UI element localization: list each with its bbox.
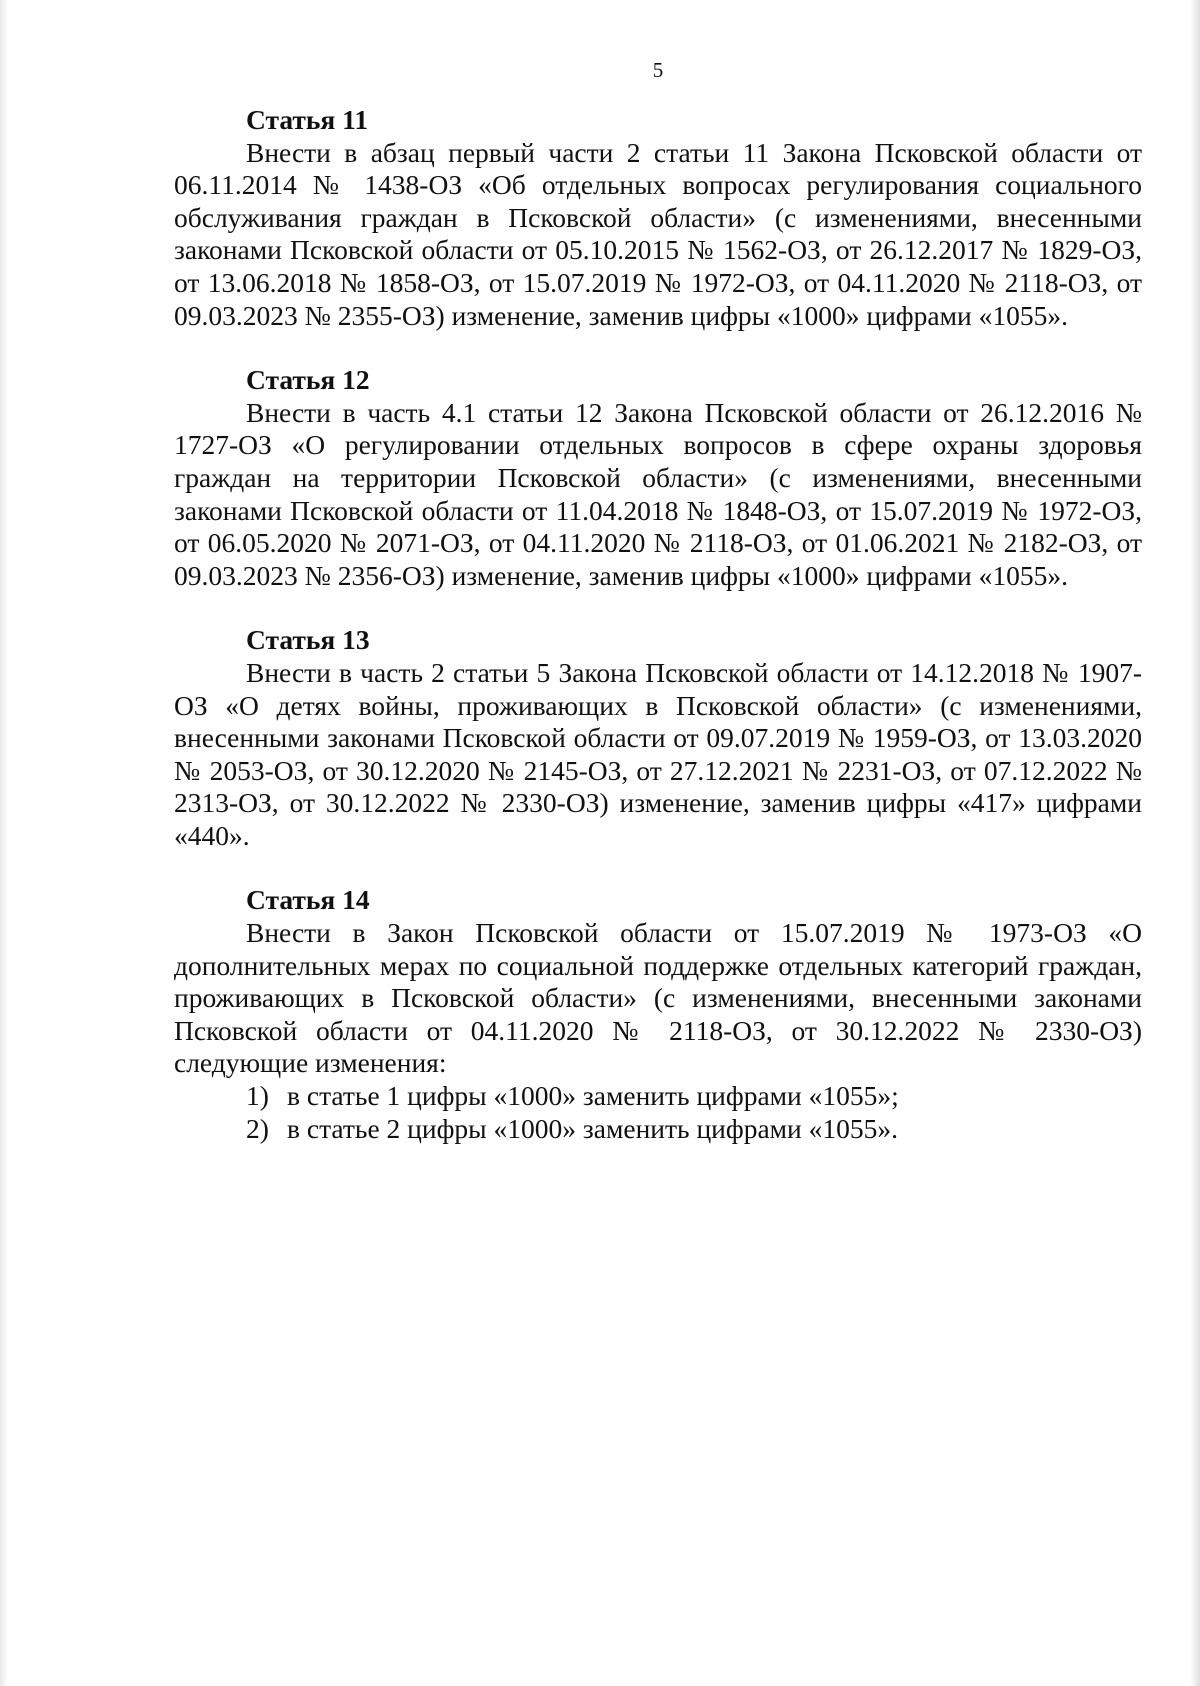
article-text: Внести в абзац первый части 2 статьи 11 Закона Псковской области от 06.11.2014 № 1438-ОЗ «Об отдельных вопросах регулирования социального обслуживания граждан в Псковской области» (с изменениями, внесенными законами Псковской области от 05.10.2015 № 1562-ОЗ, от 26.12.2017 № 1829-ОЗ, от 13.06.2018 № 1858-ОЗ, от 15.07.2019 № 1972-ОЗ, от 04.11.2020 № 2118-ОЗ, от 09.03.2023 № 2355-ОЗ) изменение, заменив цифры «1000» цифрами «1055».: [174, 136, 1142, 331]
article-title: Статья 11: [246, 104, 369, 135]
list-item: [174, 1080, 1142, 1113]
article-title: Статья 12: [246, 364, 370, 396]
article-13: [174, 624, 1142, 852]
list-item-number: 2): [246, 1112, 269, 1144]
article-text: Внести в часть 4.1 статьи 12 Закона Псковской области от 26.12.2016 № 1727-ОЗ «О регулировании отдельных вопросов в сфере охраны здоровья граждан на территории Псковской области» (с изменениями, внесенными законами Псковской области от 11.04.2018 № 1848-ОЗ, от 15.07.2019 № 1972-ОЗ, от 06.05.2020 № 2071-ОЗ, от 04.11.2020 № 2118-ОЗ, от 01.06.2021 № 2182-ОЗ, от 09.03.2023 № 2356-ОЗ) изменение, заменив цифры «1000» цифрами «1055».: [174, 396, 1142, 591]
list-item-text: в статье 1 цифры «1000» заменить цифрами «1055»;: [287, 1080, 899, 1112]
article-title: Статья 13: [246, 624, 370, 656]
document-body: [174, 104, 1142, 1177]
article-14: [174, 884, 1142, 1145]
article-title: Статья 14: [246, 884, 370, 916]
article-text: Внести в Закон Псковской области от 15.07.2019 № 1973-ОЗ «О дополнительных мерах по социальной поддержке отдельных категорий граждан, проживающих в Псковской области» (с изменениями, внесенными законами Псковской области от 04.11.2020 № 2118-ОЗ, от 30.12.2022 № 2330-ОЗ) следующие изменения:: [174, 917, 1142, 1079]
article-12: [174, 364, 1142, 592]
list-item-text: в статье 2 цифры «1000» заменить цифрами «1055».: [287, 1112, 899, 1144]
page-number: 5: [652, 58, 664, 82]
article-11: [174, 104, 1142, 332]
scan-edge-left: [0, 0, 8, 1686]
list-item-number: 1): [246, 1080, 269, 1112]
scan-edge-right: [1190, 0, 1200, 1686]
amendment-list: [174, 1080, 1142, 1145]
list-item: [174, 1113, 1142, 1146]
article-text: Внести в часть 2 статьи 5 Закона Псковской области от 14.12.2018 № 1907-ОЗ «О детях войны, проживающих в Псковской области» (с изменениями, внесенными законами Псковской области от 09.07.2019 № 1959-ОЗ, от 13.03.2020 № 2053-ОЗ, от 30.12.2020 № 2145-ОЗ, от 27.12.2021 № 2231-ОЗ, от 07.12.2022 № 2313-ОЗ, от 30.12.2022 № 2330-ОЗ) изменение, заменив цифры «417» цифрами «440».: [174, 656, 1142, 851]
